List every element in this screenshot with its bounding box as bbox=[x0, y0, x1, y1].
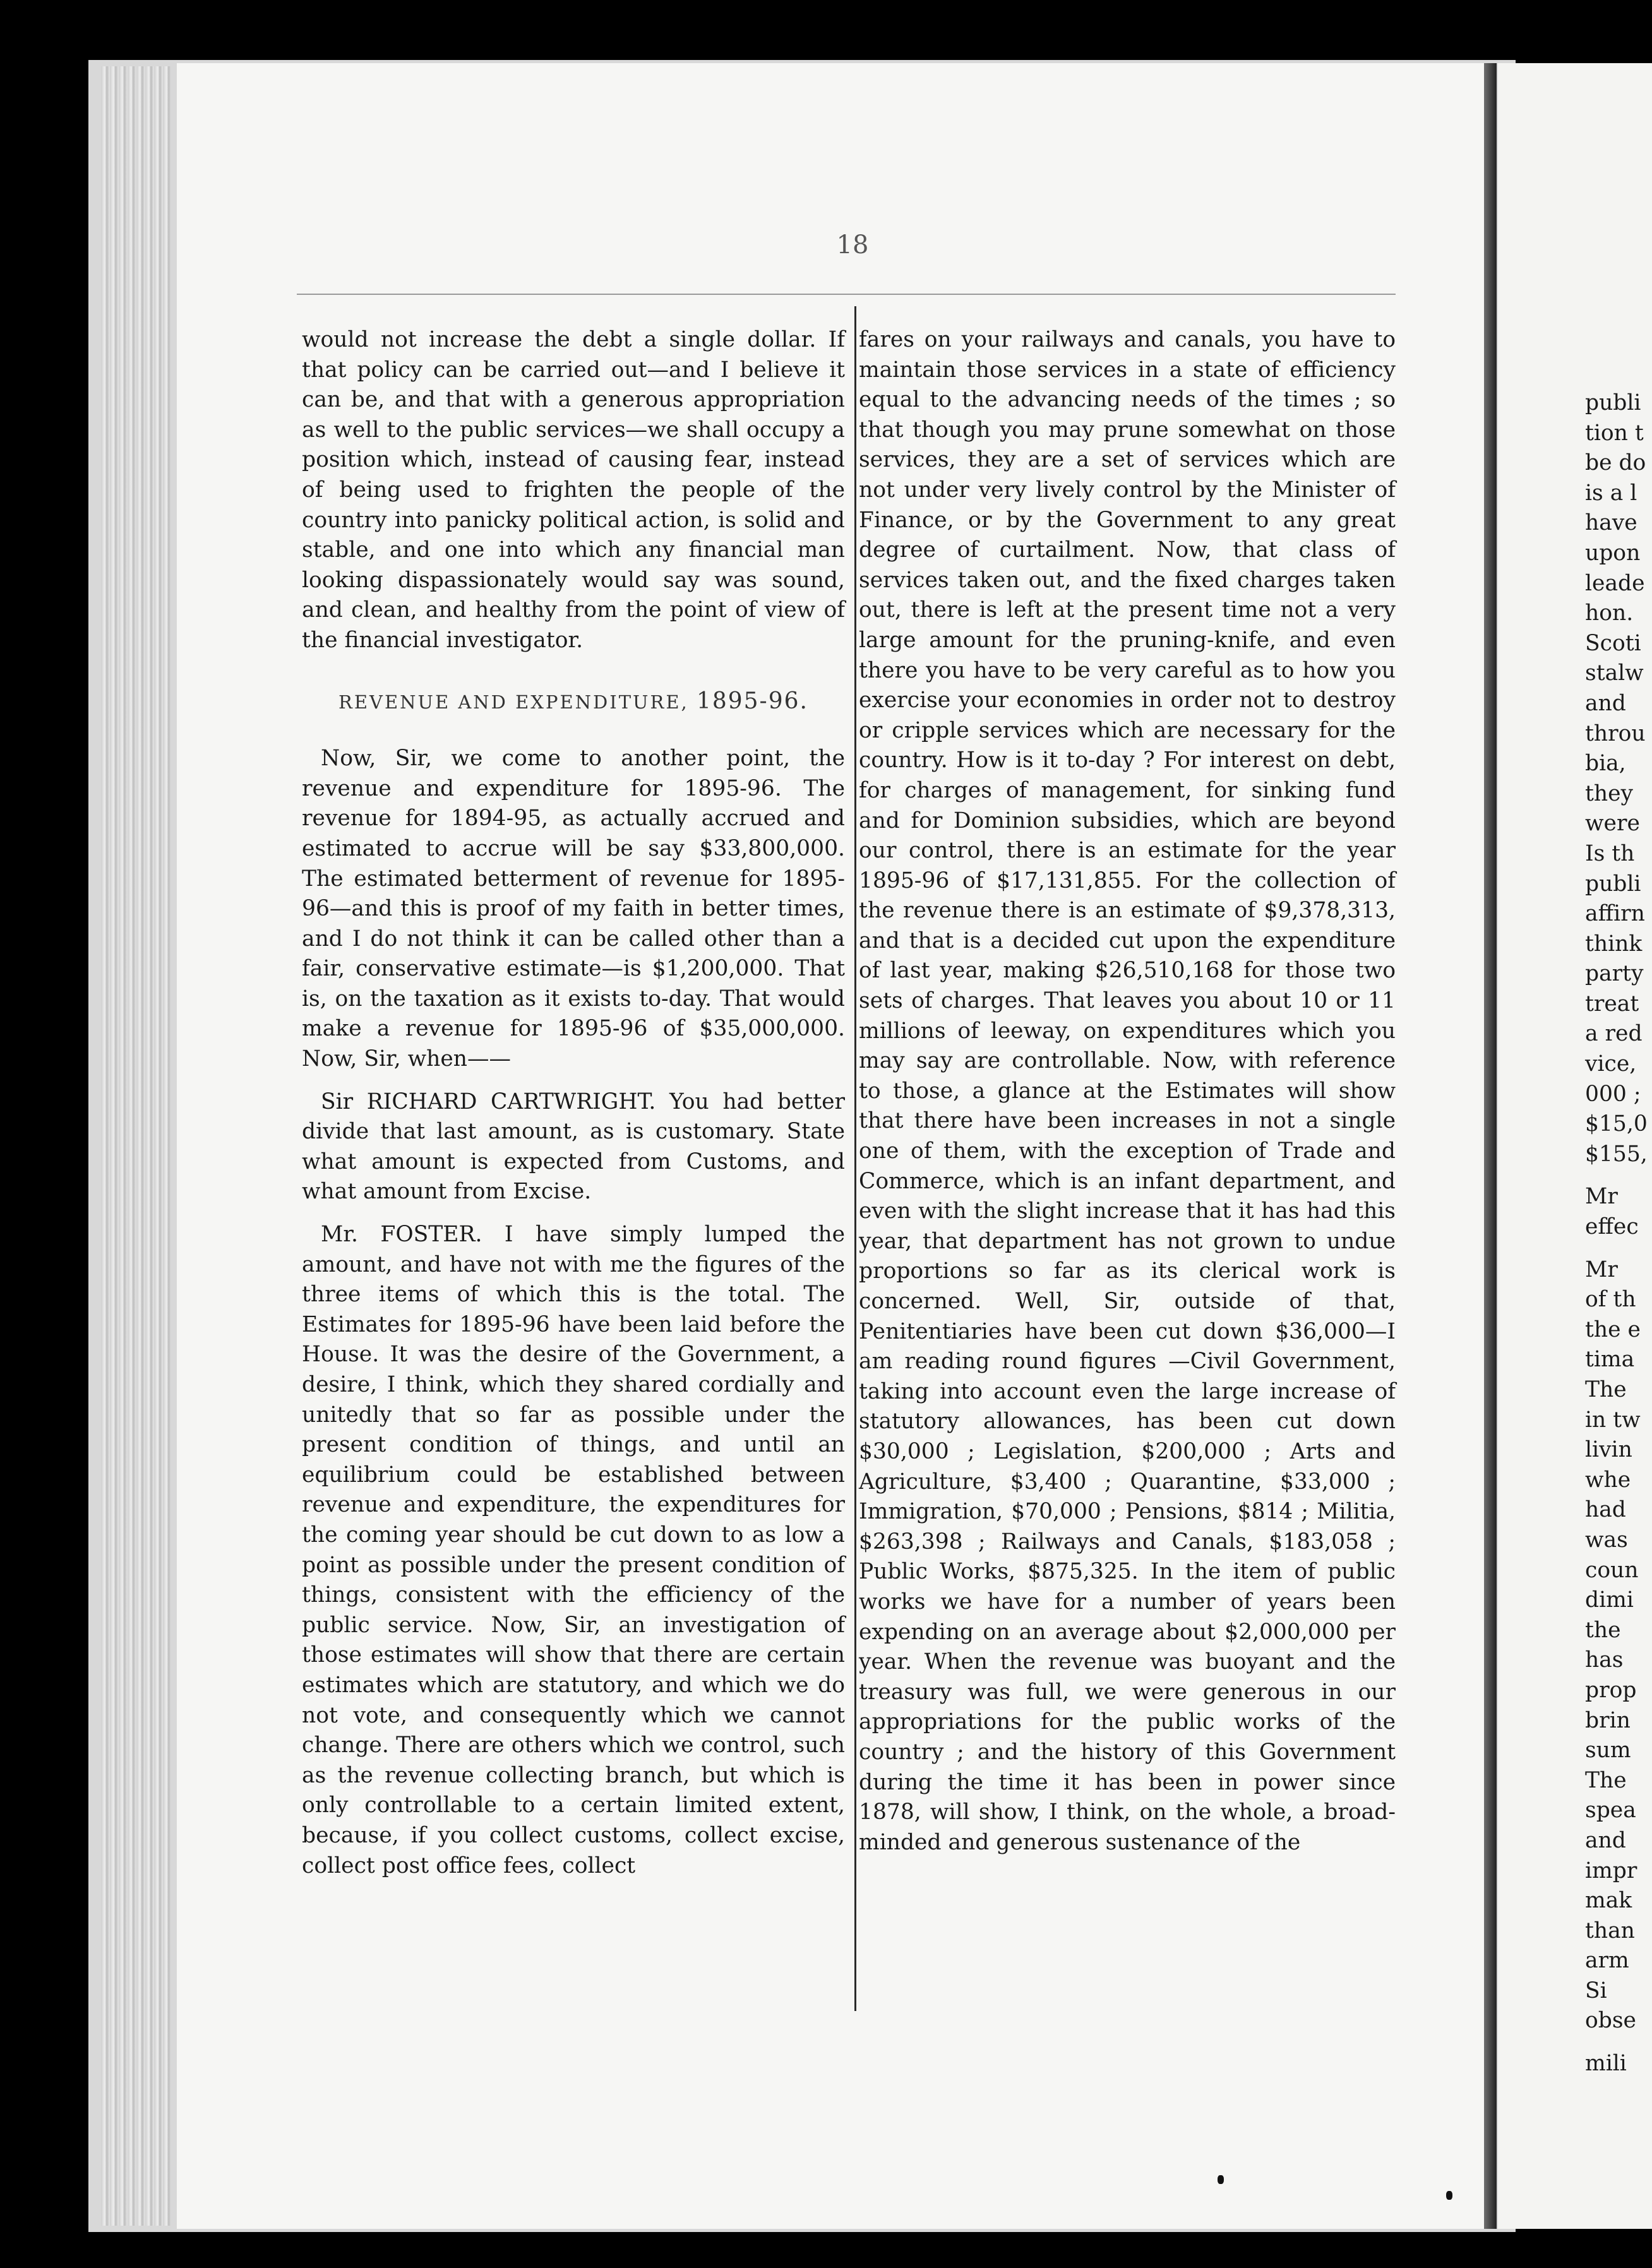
facing-page-line: than bbox=[1585, 1918, 1635, 1943]
facing-page-line: have bbox=[1585, 510, 1637, 536]
facing-page-line: Mr bbox=[1585, 1184, 1618, 1210]
column-divider bbox=[854, 306, 856, 2011]
scan-speck bbox=[1446, 2191, 1452, 2200]
facing-page-line: a red bbox=[1585, 1021, 1643, 1047]
facing-page-line: impr bbox=[1585, 1858, 1637, 1883]
facing-page-line: The bbox=[1585, 1377, 1627, 1402]
header-rule bbox=[297, 294, 1396, 295]
facing-page-line: think bbox=[1585, 931, 1643, 957]
facing-page-line: be do bbox=[1585, 450, 1646, 476]
facing-page-line: mak bbox=[1585, 1888, 1632, 1914]
facing-page-line: and bbox=[1585, 1827, 1626, 1853]
facing-page-line: obse bbox=[1585, 2008, 1636, 2034]
facing-page-line: $155, bbox=[1585, 1141, 1648, 1167]
paragraph: would not increase the debt a single dollar. If that policy can be carried out—and I believe it can be, and that with a generous appropriation as well to the public services—we shall occupy a position which, instead of causing fear, instead of being used to frighten the people of the country into panicky political action, is solid and stable, and one into which any financial man looking dispassionately would say was sound, and clean, and healthy from the point of view of the financial investigator. bbox=[302, 327, 845, 653]
facing-page-line: of th bbox=[1585, 1287, 1636, 1313]
facing-page-line: party bbox=[1585, 961, 1644, 987]
facing-page-line: in tw bbox=[1585, 1407, 1641, 1433]
facing-page-line: treat bbox=[1585, 991, 1639, 1017]
page-number: 18 bbox=[836, 230, 869, 260]
facing-page-line: and bbox=[1585, 690, 1626, 716]
facing-page-line: Is th bbox=[1585, 840, 1635, 866]
right-column bbox=[859, 325, 1396, 1858]
facing-page-line: hon. bbox=[1585, 600, 1634, 626]
facing-page-line: bia, bbox=[1585, 751, 1626, 777]
facing-page-line: brin bbox=[1585, 1707, 1631, 1733]
paragraph: Sir RICHARD CARTWRIGHT. You had better divide that last amount, as is customary. State what amount is expected from Customs, and what amount from Excise. bbox=[302, 1089, 845, 1205]
facing-page-line: has bbox=[1585, 1647, 1624, 1673]
facing-page-line: the bbox=[1585, 1617, 1621, 1643]
facing-page-line: spea bbox=[1585, 1798, 1636, 1823]
facing-page-line: dimi bbox=[1585, 1587, 1634, 1613]
facing-page-line: tima bbox=[1585, 1347, 1635, 1373]
book-gutter-shadow bbox=[1484, 63, 1497, 2229]
facing-page-line: publi bbox=[1585, 390, 1641, 415]
section-heading bbox=[302, 686, 845, 718]
facing-page-line: throu bbox=[1585, 720, 1646, 746]
facing-page-line: stalw bbox=[1585, 660, 1644, 686]
facing-page-line: effec bbox=[1585, 1214, 1639, 1240]
facing-page-text bbox=[1585, 388, 1652, 2079]
facing-page-line: leade bbox=[1585, 570, 1645, 596]
facing-page-line: livin bbox=[1585, 1437, 1632, 1463]
page-edges bbox=[101, 66, 171, 2226]
facing-page-line: upon bbox=[1585, 540, 1641, 566]
facing-page-line: vice, bbox=[1585, 1051, 1637, 1077]
facing-page-line: arm bbox=[1585, 1948, 1629, 1974]
facing-page-line: Scoti bbox=[1585, 630, 1641, 656]
facing-page-line: had bbox=[1585, 1497, 1626, 1523]
facing-page-line: Si bbox=[1585, 1978, 1607, 2003]
facing-page-line: sum bbox=[1585, 1738, 1631, 1764]
facing-page-line: tion t bbox=[1585, 420, 1644, 446]
facing-page-line: is a l bbox=[1585, 480, 1637, 506]
scan-speck bbox=[1218, 2175, 1224, 2184]
heading-text: REVENUE AND EXPENDITURE, bbox=[338, 691, 689, 713]
left-column bbox=[302, 325, 845, 1881]
facing-page-line: The bbox=[1585, 1767, 1627, 1793]
facing-page-line: they bbox=[1585, 780, 1633, 806]
facing-page-line: affirn bbox=[1585, 901, 1645, 927]
facing-page-line: $15,0 bbox=[1585, 1111, 1648, 1137]
facing-page-line: 000 ; bbox=[1585, 1081, 1641, 1107]
facing-page bbox=[1498, 63, 1652, 2229]
facing-page-line: was bbox=[1585, 1527, 1628, 1553]
paragraph: Mr. FOSTER. I have simply lumped the amount, and have not with me the figures of the three items of which this is the total. The Estimates for 1895-96 have been laid before the House. It was the desire of the Government, a desire, I think, which they shared cordially and unitedly that so far as possible under the present condition of things, and until an equilibrium could be established between revenue and expenditure, the expenditures for the coming year should be cut down to as low a point as possible under the present condition of things, consistent with the efficiency of the public service. Now, Sir, an investigation of those estimates will show that there are certain estimates which are statutory, and which we do not vote, and consequently which we cannot change. There are others which we control, such as the revenue collecting branch, but which is only controllable to a certain limited extent, because, if you collect customs, collect excise, collect post office fees, collect bbox=[302, 1222, 845, 1878]
facing-page-line: coun bbox=[1585, 1557, 1639, 1583]
heading-year: 1895-96. bbox=[696, 688, 808, 714]
paragraph: Now, Sir, we come to another point, the revenue and expenditure for 1895-96. The revenue for 1894-95, as actually accrued and estimated to accrue will be say $33,800,000. The estimated betterment of revenue for 1895-96—and this is proof of my faith in better times, and I do not think it can be called other than a fair, conservative estimate—is $1,200,000. That is, on the taxation as it exists to-day. That would make a revenue for 1895-96 of $35,000,000. Now, Sir, when—— bbox=[302, 746, 845, 1072]
facing-page-line: whe bbox=[1585, 1467, 1631, 1493]
facing-page-line: Mr bbox=[1585, 1256, 1618, 1282]
facing-page-line: were bbox=[1585, 811, 1640, 837]
facing-page-line: mili bbox=[1585, 2051, 1627, 2077]
facing-page-line: prop bbox=[1585, 1677, 1637, 1703]
paragraph: fares on your railways and canals, you have to maintain those services in a state of efficiency equal to the advancing needs of the times ; so that though you may prune somewhat on those services, they are a set of services which are not under very lively control by the Minister of Finance, or by the Government to any great degree of curtailment. Now, that class of services taken out, and the fixed charges taken out, there is left at the present time not a very large amount for the pruning-knife, and even there you have to be very careful as to how you exercise your economies in order not to destroy or cripple services which are necessary for the country. How is it to-day ? For interest on debt, for charges of management, for sinking fund and for Dominion subsidies, which are beyond our control, there is an estimate for the year 1895-96 of $17,131,855. For the collection of the revenue there is an estimate of $9,378,313, and that is a decided cut upon the expenditure of last year, making $26,510,168 for those two sets of charges. That leaves you about 10 or 11 millions of leeway, on expenditures which you may say are controllable. Now, with reference to those, a glance at the Estimates will show that there have been increases in not a single one of them, with the exception of Trade and Commerce, which is an infant department, and even with the slight increase that it has had this year, that department has not grown to undue proportions so far as its clerical work is concerned. Well, Sir, outside of that, Penitentiaries have been cut down $36,000—I am reading round figures —Civil Government, taking into account even the large increase of statutory allowances, has been cut down $30,000 ; Legislation, $200,000 ; Arts and Agriculture, $3,400 ; Quarantine, $33,000 ; Immigration, $70,000 ; Pensions, $814 ; Militia, $263,398 ; Railways and Canals, $183,058 ; Public Works, $875,325. In the item of public works we have for a number of years been expending on an average about $2,000,000 per year. When the revenue was buoyant and the treasury was full, we were generous in our appropriations for the public works of the country ; and the history of this Government during the time it has been in power since 1878, will show, I think, on the whole, a broad-minded and generous sustenance of the bbox=[859, 327, 1396, 1855]
facing-page-line: publi bbox=[1585, 871, 1641, 897]
facing-page-line: the e bbox=[1585, 1316, 1641, 1342]
